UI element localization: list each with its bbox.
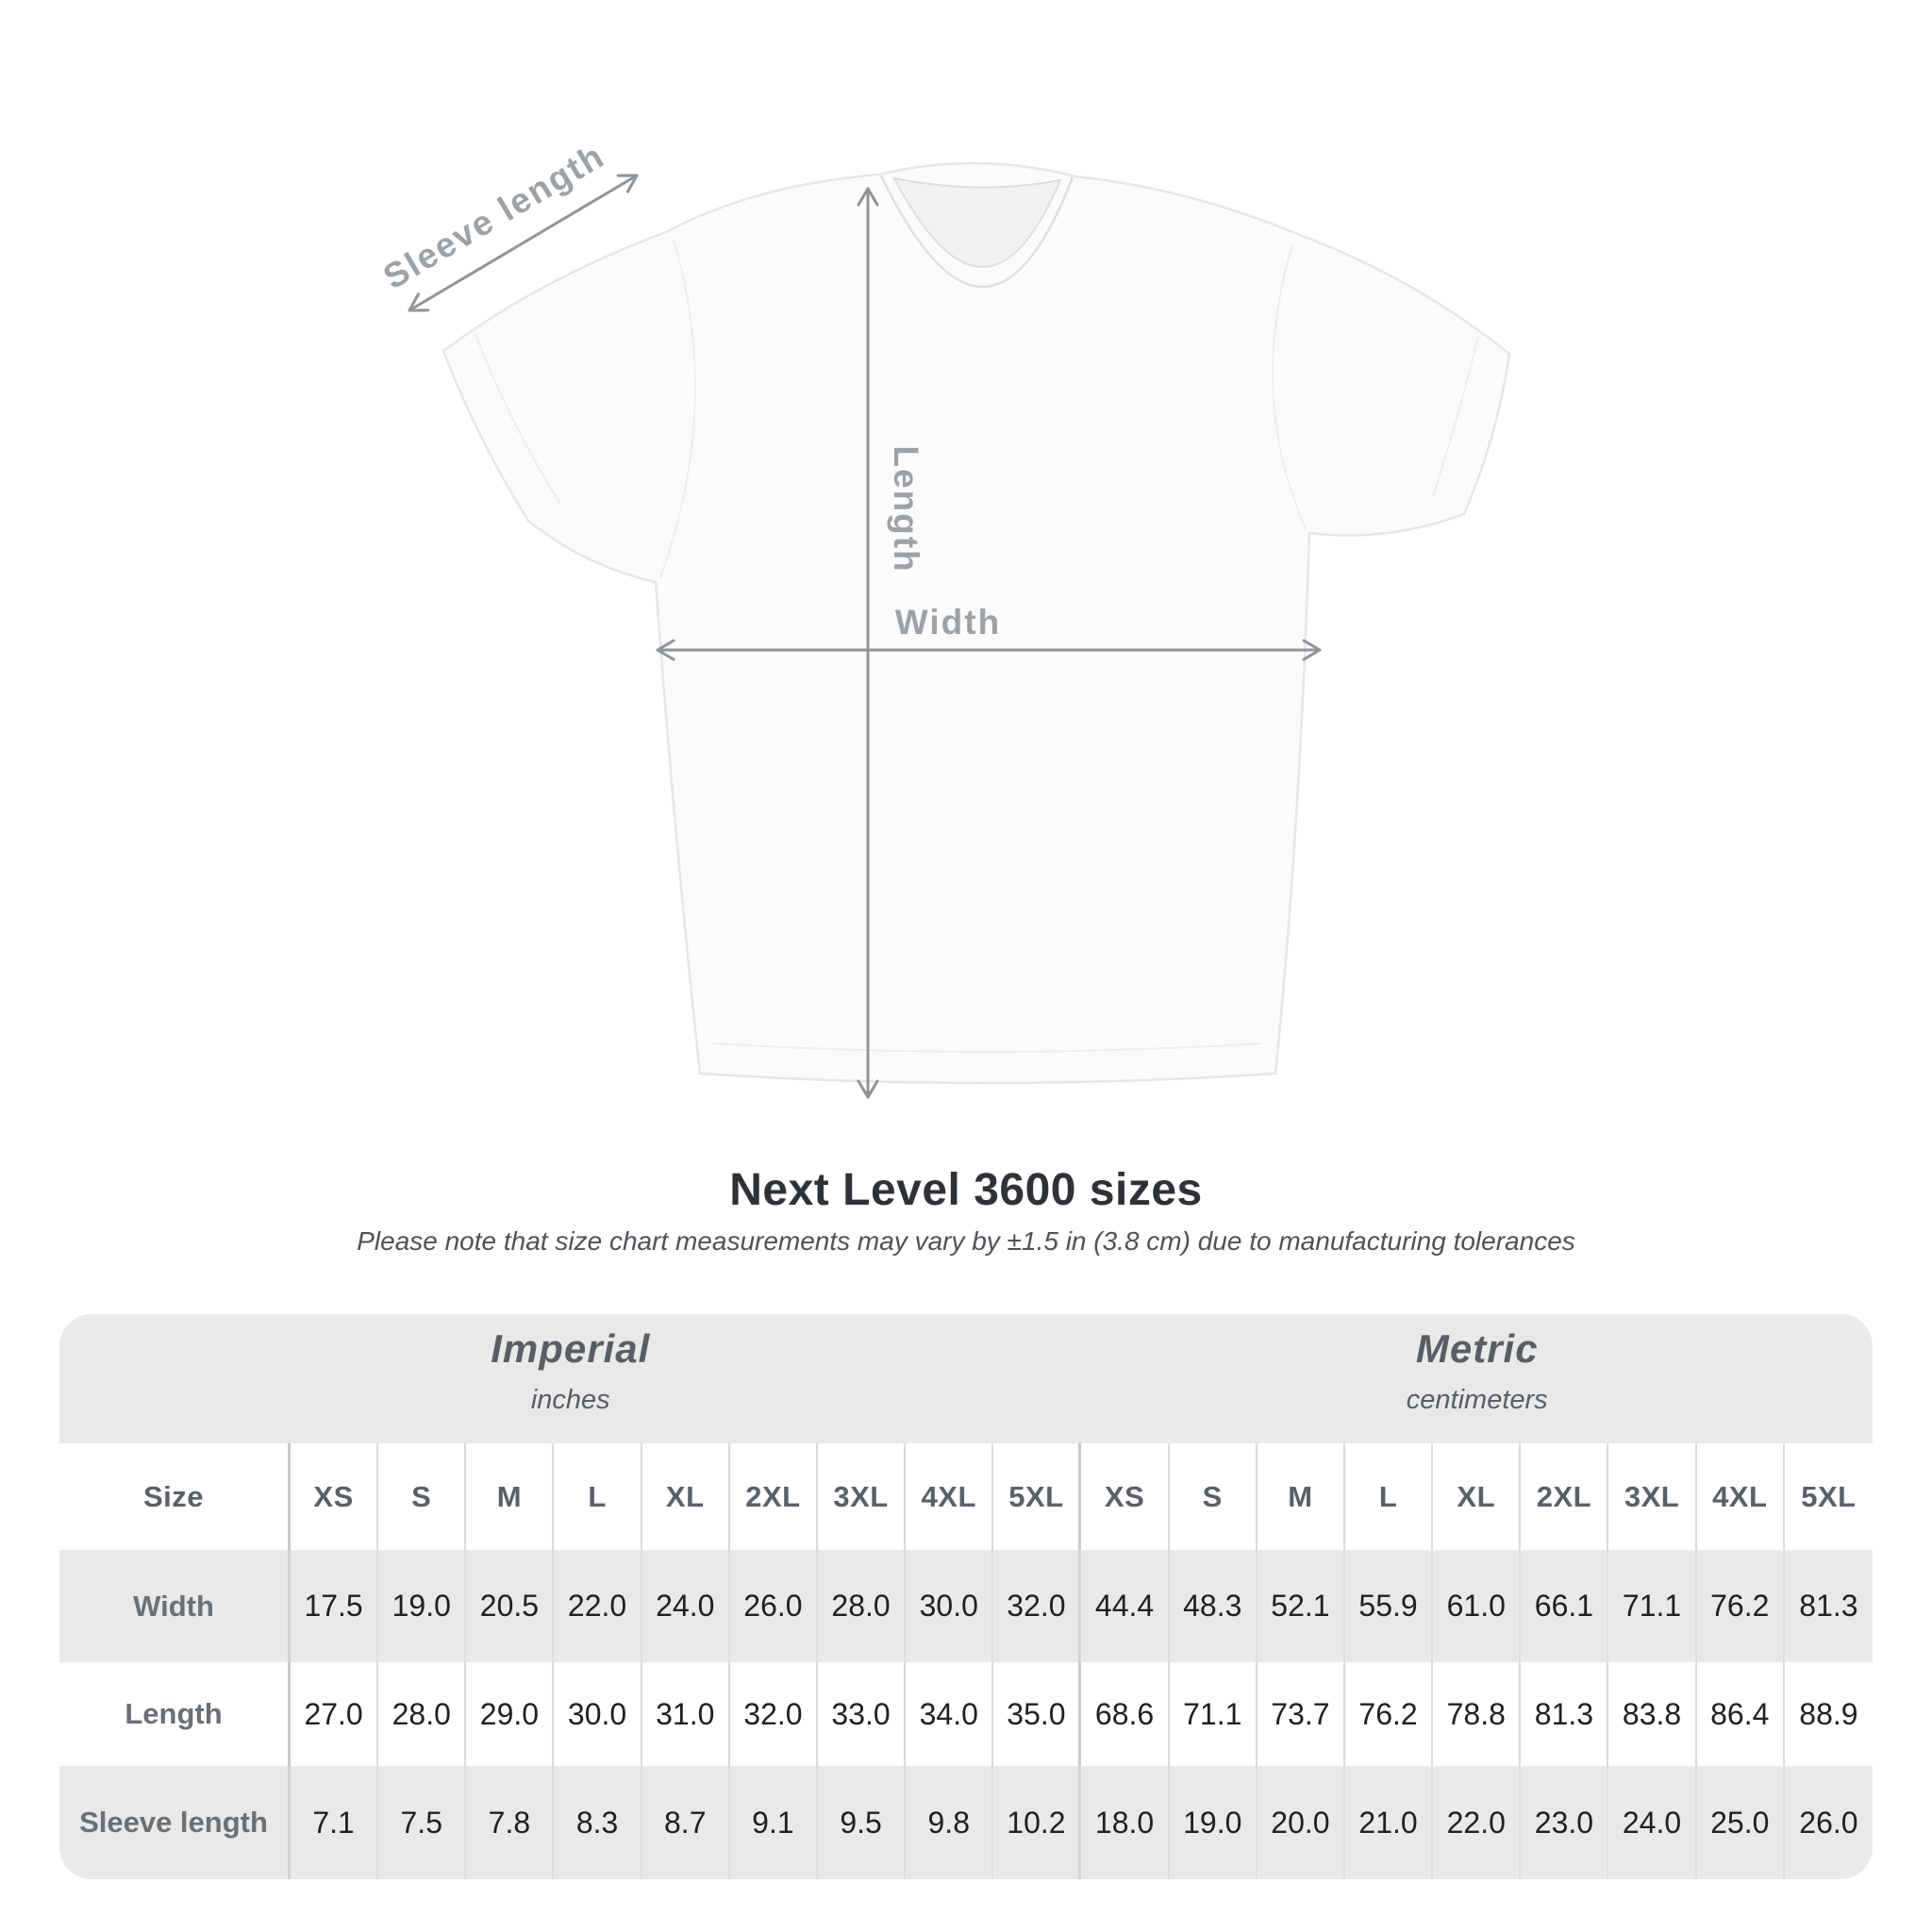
page-title: Next Level 3600 sizes [729, 1165, 1203, 1215]
value-cell: 71.1 [1170, 1662, 1257, 1766]
value-cell: 19.0 [378, 1550, 466, 1662]
imperial-size-col-4XL: 4XL [906, 1443, 993, 1550]
value-cell: 76.2 [1345, 1662, 1433, 1766]
value-cell: 32.0 [993, 1550, 1081, 1662]
metric-size-col-3XL: 3XL [1608, 1443, 1696, 1550]
value-cell: 27.0 [291, 1662, 378, 1766]
imperial-size-col-L: L [554, 1443, 641, 1550]
value-cell: 73.7 [1257, 1662, 1345, 1766]
imperial-size-col-3XL: 3XL [818, 1443, 906, 1550]
value-cell: 83.8 [1608, 1662, 1696, 1766]
value-cell: 24.0 [642, 1550, 730, 1662]
value-cell: 22.0 [1433, 1766, 1521, 1879]
value-cell: 26.0 [1785, 1766, 1873, 1879]
value-cell: 55.9 [1345, 1550, 1433, 1662]
value-cell: 9.8 [906, 1766, 993, 1879]
value-cell: 7.1 [291, 1766, 378, 1879]
value-cell: 31.0 [642, 1662, 730, 1766]
metric-unit: centimeters [1406, 1385, 1548, 1415]
value-cell: 22.0 [554, 1550, 641, 1662]
value-cell: 28.0 [378, 1662, 466, 1766]
length-label: Length [887, 445, 925, 574]
value-cell: 71.1 [1608, 1550, 1696, 1662]
metric-size-col-4XL: 4XL [1697, 1443, 1785, 1550]
imperial-size-col-5XL: 5XL [993, 1443, 1081, 1550]
value-cell: 7.5 [378, 1766, 466, 1879]
size-chart-table [59, 1314, 1873, 1879]
imperial-unit-header [59, 1314, 1081, 1443]
value-cell: 24.0 [1608, 1766, 1696, 1879]
value-cell: 9.1 [730, 1766, 818, 1879]
imperial-size-col-M: M [466, 1443, 554, 1550]
value-cell: 30.0 [906, 1550, 993, 1662]
metric-size-col-5XL: 5XL [1785, 1443, 1873, 1550]
value-cell: 68.6 [1081, 1662, 1169, 1766]
metric-size-col-M: M [1257, 1443, 1345, 1550]
value-cell: 17.5 [291, 1550, 378, 1662]
metric-size-col-XL: XL [1433, 1443, 1521, 1550]
value-cell: 35.0 [993, 1662, 1081, 1766]
metric-unit-header [1081, 1314, 1873, 1443]
value-cell: 29.0 [466, 1662, 554, 1766]
value-cell: 86.4 [1697, 1662, 1785, 1766]
value-cell: 8.7 [642, 1766, 730, 1879]
value-cell: 33.0 [818, 1662, 906, 1766]
imperial-size-col-S: S [378, 1443, 466, 1550]
value-cell: 78.8 [1433, 1662, 1521, 1766]
imperial-size-col-2XL: 2XL [730, 1443, 818, 1550]
value-cell: 23.0 [1521, 1766, 1608, 1879]
value-cell: 48.3 [1170, 1550, 1257, 1662]
metric-size-col-XS: XS [1081, 1443, 1169, 1550]
value-cell: 20.5 [466, 1550, 554, 1662]
value-cell: 30.0 [554, 1662, 641, 1766]
imperial-unit: inches [530, 1385, 610, 1415]
imperial-title: Imperial [491, 1326, 651, 1371]
value-cell: 21.0 [1345, 1766, 1433, 1879]
row-label: Width [59, 1550, 291, 1662]
width-label: Width [894, 603, 1002, 641]
sleeve-length-label: Sleeve length [376, 136, 611, 297]
value-cell: 28.0 [818, 1550, 906, 1662]
value-cell: 7.8 [466, 1766, 554, 1879]
value-cell: 81.3 [1785, 1550, 1873, 1662]
value-cell: 25.0 [1697, 1766, 1785, 1879]
value-cell: 32.0 [730, 1662, 818, 1766]
imperial-size-col-XL: XL [642, 1443, 730, 1550]
value-cell: 8.3 [554, 1766, 641, 1879]
metric-size-col-L: L [1345, 1443, 1433, 1550]
value-cell: 81.3 [1521, 1662, 1608, 1766]
value-cell: 9.5 [818, 1766, 906, 1879]
value-cell: 10.2 [993, 1766, 1081, 1879]
tolerance-note: Please note that size chart measurements may vary by ±1.5 in (3.8 cm) due to manufacturing tolerances [357, 1226, 1575, 1256]
value-cell: 76.2 [1697, 1550, 1785, 1662]
value-cell: 66.1 [1521, 1550, 1608, 1662]
value-cell: 26.0 [730, 1550, 818, 1662]
value-cell: 88.9 [1785, 1662, 1873, 1766]
size-header-label: Size [59, 1443, 291, 1550]
row-label: Sleeve length [59, 1766, 291, 1879]
metric-size-col-S: S [1170, 1443, 1257, 1550]
value-cell: 61.0 [1433, 1550, 1521, 1662]
value-cell: 52.1 [1257, 1550, 1345, 1662]
value-cell: 34.0 [906, 1662, 993, 1766]
value-cell: 19.0 [1170, 1766, 1257, 1879]
metric-title: Metric [1415, 1326, 1539, 1371]
value-cell: 44.4 [1081, 1550, 1169, 1662]
value-cell: 18.0 [1081, 1766, 1169, 1879]
imperial-size-col-XS: XS [291, 1443, 378, 1550]
row-label: Length [59, 1662, 291, 1766]
metric-size-col-2XL: 2XL [1521, 1443, 1608, 1550]
value-cell: 20.0 [1257, 1766, 1345, 1879]
